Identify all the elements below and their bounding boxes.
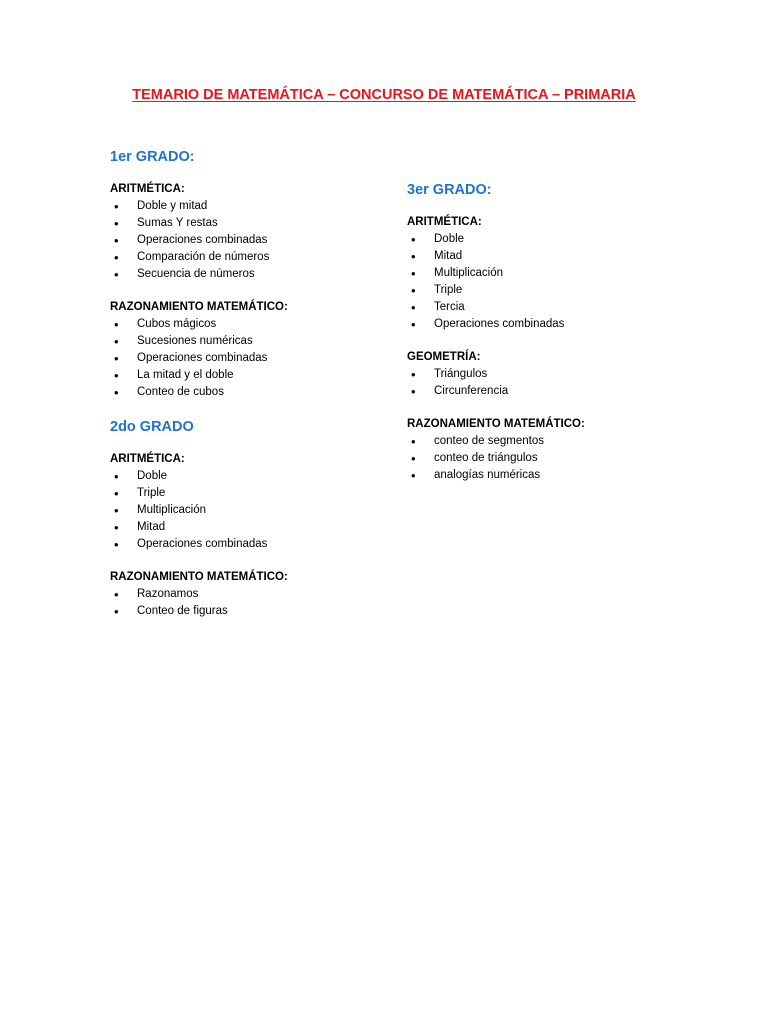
topic-item: • Circunferencia	[407, 383, 707, 400]
topic-item: • Tercia	[407, 299, 707, 316]
topic-item: • Secuencia de números	[110, 266, 390, 283]
topic-list	[110, 468, 390, 553]
grade-2-razonamiento-section	[110, 569, 390, 620]
grade-heading-3: 3er GRADO:	[407, 182, 492, 198]
topic-item: • Sucesiones numéricas	[110, 333, 390, 350]
topic-item: • Triángulos	[407, 366, 707, 383]
grade-2-aritmetica-section	[110, 451, 390, 553]
topic-list	[110, 198, 390, 283]
topic-item: • Cubos mágicos	[110, 316, 390, 333]
grade-3-aritmetica-section	[407, 214, 707, 333]
topic-item: • Multiplicación	[110, 502, 390, 519]
topic-item: • Conteo de cubos	[110, 384, 390, 401]
topic-list	[407, 231, 707, 333]
topic-item: • Doble	[110, 468, 390, 485]
grade-3-geometria-section	[407, 349, 707, 400]
grade-3-razonamiento-section	[407, 416, 707, 484]
grade-heading-2: 2do GRADO	[110, 419, 194, 435]
section-title: RAZONAMIENTO MATEMÁTICO:	[110, 571, 288, 583]
document-title: TEMARIO DE MATEMÁTICA – CONCURSO DE MATEMÁTICA – PRIMARIA	[132, 87, 636, 103]
topic-item: • Mitad	[407, 248, 707, 265]
grade-heading-1: 1er GRADO:	[110, 149, 195, 165]
topic-item: • Triple	[110, 485, 390, 502]
section-title: ARITMÉTICA:	[110, 183, 185, 195]
topic-item: • Operaciones combinadas	[110, 232, 390, 249]
topic-item: • Conteo de figuras	[110, 603, 390, 620]
topic-item: • Doble	[407, 231, 707, 248]
right-column	[407, 179, 707, 484]
topic-item: • Comparación de números	[110, 249, 390, 266]
topic-item: • Multiplicación	[407, 265, 707, 282]
topic-item: • Mitad	[110, 519, 390, 536]
topic-item: • Operaciones combinadas	[110, 536, 390, 553]
topic-item: • conteo de segmentos	[407, 433, 707, 450]
grade-1-razonamiento-section	[110, 299, 390, 401]
topic-item: • Sumas Y restas	[110, 215, 390, 232]
section-title: ARITMÉTICA:	[110, 453, 185, 465]
topic-item: • conteo de triángulos	[407, 450, 707, 467]
topic-list	[110, 316, 390, 401]
topic-item: • Doble y mitad	[110, 198, 390, 215]
topic-list	[110, 586, 390, 620]
grade-1-aritmetica-section	[110, 181, 390, 283]
topic-item: • Operaciones combinadas	[110, 350, 390, 367]
section-title: GEOMETRÍA:	[407, 351, 481, 363]
topic-list	[407, 433, 707, 484]
topic-item: • Triple	[407, 282, 707, 299]
topic-item: • analogías numéricas	[407, 467, 707, 484]
topic-item: • Razonamos	[110, 586, 390, 603]
topic-item: • La mitad y el doble	[110, 367, 390, 384]
topic-item: • Operaciones combinadas	[407, 316, 707, 333]
section-title: RAZONAMIENTO MATEMÁTICO:	[110, 301, 288, 313]
section-title: ARITMÉTICA:	[407, 216, 482, 228]
left-column	[110, 146, 390, 620]
section-title: RAZONAMIENTO MATEMÁTICO:	[407, 418, 585, 430]
topic-list	[407, 366, 707, 400]
